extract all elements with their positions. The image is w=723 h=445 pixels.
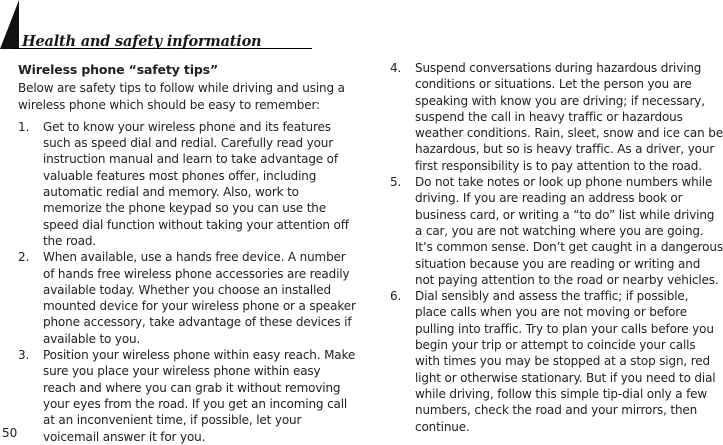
- tip-item-1: [18, 119, 356, 249]
- tip-number: 3.: [18, 348, 30, 363]
- section-title: Wireless phone “safety tips”: [18, 62, 219, 77]
- tip-text: Get to know your wireless phone and its features such as speed dial and redial. Carefully read your instruction manual and learn to take advantage of valuable features most phones offer, including automatic redial and memory. Also, work to memorize the phone keypad so you can use the speed dial function without taking your attention off the road.: [43, 119, 349, 248]
- tip-text: Dial sensibly and assess the traffic; if possible, place calls when you are not moving or before pulling into traffic. Try to plan your calls before you begin your trip or attempt to coincide your calls with times you may be stopped at a stop sign, red light or otherwise stationary. But if you need to dial while driving, follow this simple tip-dial only a few numbers, check the road and your mirrors, then continue.: [415, 289, 716, 434]
- tip-item-5: [390, 174, 723, 288]
- running-header-title: Health and safety information: [22, 33, 262, 50]
- tip-number: 1.: [18, 119, 30, 134]
- tip-number: 6.: [390, 289, 402, 304]
- section-intro: Below are safety tips to follow while driving and using a wireless phone which should be easy to remember:: [18, 81, 345, 112]
- tip-text: Suspend conversations during hazardous driving conditions or situations. Let the person you are speaking with know you are driving; if necessary, suspend the call in heavy traffic or hazardous weather conditions. Rain, sleet, snow and ice can be hazardous, but so is heavy traffic. As a driver, your first responsibility is to pay attention to the road.: [415, 61, 723, 173]
- left-column: [18, 62, 356, 445]
- tip-number: 2.: [18, 250, 30, 265]
- right-column: [390, 60, 723, 435]
- tip-text: Do not take notes or look up phone numbers while driving. If you are reading an address book or business card, or writing a “to do” list while driving a car, you are not watching where you are going. It’s common sense. Don’t get caught in a dangerous situation because you are reading or writing and not paying attention to the road or nearby vehicles.: [415, 175, 723, 287]
- tip-text: Position your wireless phone within easy reach. Make sure you place your wireless phone within easy reach and where you can grab it without removing your eyes from the road. If you get an incoming call at an inconvenient time, if possible, let your voicemail answer it for you.: [43, 348, 356, 444]
- page-number: 50: [2, 426, 18, 440]
- tip-text: When available, use a hands free device. A number of hands free wireless phone accessories are readily available today. Whether you choose an installed mounted device for your wireless phone or a speaker phone accessory, take advantage of these devices if available to you.: [43, 250, 356, 346]
- tip-number: 4.: [390, 61, 402, 75]
- tip-number: 5.: [390, 175, 402, 190]
- tips-list-left: [18, 119, 356, 445]
- header-accent-bar: [0, 0, 19, 49]
- tip-item-2: [18, 249, 356, 347]
- tip-item-3: [18, 347, 356, 445]
- tips-list-right: [390, 60, 723, 435]
- tip-item-4: [390, 60, 723, 174]
- tip-item-6: [390, 288, 723, 435]
